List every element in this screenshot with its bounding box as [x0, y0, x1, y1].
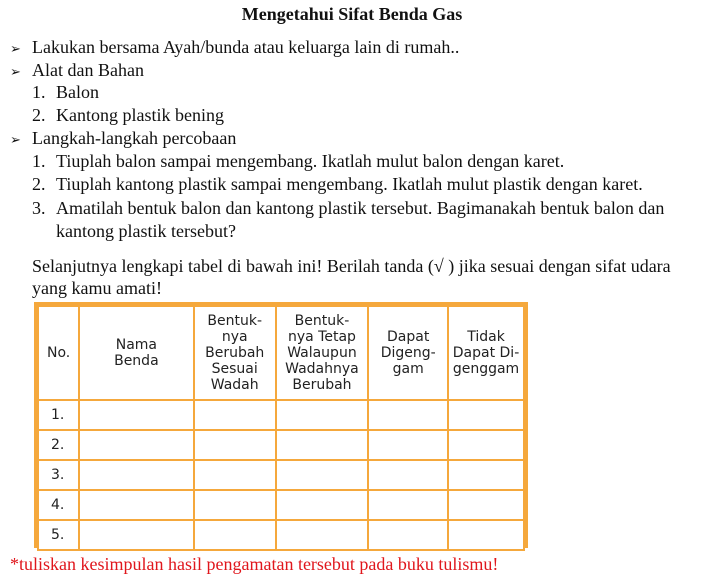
tool-item — [32, 81, 99, 103]
cell-bentuk-tetap[interactable] — [276, 460, 369, 490]
cell-tidak-dapat-digenggam[interactable] — [448, 520, 524, 550]
column-header-nama-benda — [79, 306, 194, 400]
cell-dapat-digenggam[interactable] — [368, 520, 448, 550]
cell-bentuk-tetap[interactable] — [276, 490, 369, 520]
step-number: 3. — [32, 198, 46, 218]
header-line: Sesuai — [211, 361, 258, 377]
table-row — [38, 460, 524, 490]
step-text: Tiuplah kantong plastik sampai mengembang. Ikatlah mulut plastik dengan karet. — [56, 174, 643, 194]
header-line: nya — [221, 329, 248, 345]
cell-tidak-dapat-digenggam[interactable] — [448, 460, 524, 490]
row-number: 3. — [38, 460, 79, 490]
table-row — [38, 430, 524, 460]
arrow-bullet-icon: ➢ — [10, 133, 21, 148]
table-row — [38, 400, 524, 430]
row-number: 5. — [38, 520, 79, 550]
arrow-bullet-icon: ➢ — [10, 42, 21, 57]
bullet-text: Lakukan bersama Ayah/bunda atau keluarga lain di rumah.. — [32, 37, 460, 57]
page-title: Mengetahui Sifat Benda Gas — [241, 4, 463, 24]
row-number: 2. — [38, 430, 79, 460]
header-line: nya Tetap — [287, 329, 356, 345]
bullet-steps-heading — [10, 127, 236, 152]
cell-bentuk-berubah[interactable] — [194, 460, 276, 490]
row-number: 4. — [38, 490, 79, 520]
tool-text: Balon — [56, 82, 99, 102]
cell-nama-benda[interactable] — [79, 490, 194, 520]
row-number: 1. — [38, 400, 79, 430]
instruction-line: Selanjutnya lengkapi tabel di bawah ini! Berilah tanda (√ ) jika sesuai dengan sifat udara — [32, 256, 671, 276]
header-line: Berubah — [205, 345, 265, 361]
header-line: Bentuk- — [294, 313, 350, 329]
table-row — [38, 520, 524, 550]
cell-bentuk-berubah[interactable] — [194, 400, 276, 430]
bullet-text: Langkah-langkah percobaan — [32, 128, 237, 148]
cell-bentuk-tetap[interactable] — [276, 520, 369, 550]
cell-nama-benda[interactable] — [79, 520, 194, 550]
column-header-bentuk-tetap — [276, 306, 369, 400]
cell-bentuk-tetap[interactable] — [276, 400, 369, 430]
header-line: Tidak — [467, 329, 505, 345]
column-header-no — [38, 306, 79, 400]
arrow-bullet-icon: ➢ — [10, 65, 21, 80]
header-line: Wadah — [210, 377, 259, 393]
header-line: Walaupun — [287, 345, 357, 361]
column-header-bentuk-berubah — [194, 306, 276, 400]
cell-tidak-dapat-digenggam[interactable] — [448, 490, 524, 520]
header-line: Benda — [114, 353, 159, 369]
observation-table-frame — [34, 302, 528, 548]
observation-table — [37, 305, 525, 551]
bullet-text: Alat dan Bahan — [32, 60, 144, 80]
cell-tidak-dapat-digenggam[interactable] — [448, 400, 524, 430]
cell-bentuk-berubah[interactable] — [194, 430, 276, 460]
cell-dapat-digenggam[interactable] — [368, 460, 448, 490]
header-line: Dapat — [387, 329, 430, 345]
cell-bentuk-tetap[interactable] — [276, 430, 369, 460]
cell-tidak-dapat-digenggam[interactable] — [448, 430, 524, 460]
cell-dapat-digenggam[interactable] — [368, 430, 448, 460]
column-header-tidak-dapat-digenggam — [448, 306, 524, 400]
column-header-dapat-digenggam — [368, 306, 448, 400]
cell-nama-benda[interactable] — [79, 400, 194, 430]
tool-number: 2. — [32, 105, 46, 125]
header-line: Bentuk- — [207, 313, 263, 329]
cell-nama-benda[interactable] — [79, 460, 194, 490]
step-number: 2. — [32, 174, 46, 194]
cell-dapat-digenggam[interactable] — [368, 400, 448, 430]
footnote: *tuliskan kesimpulan hasil pengamatan tersebut pada buku tulismu! — [10, 554, 499, 574]
cell-dapat-digenggam[interactable] — [368, 490, 448, 520]
header-line: Berubah — [292, 377, 352, 393]
bullet-instruction — [10, 36, 459, 61]
step-text: Tiuplah balon sampai mengembang. Ikatlah mulut balon dengan karet. — [56, 151, 565, 171]
step-text: Amatilah bentuk balon dan kantong plastik tersebut. Bagimanakah bentuk balon dan — [56, 198, 665, 218]
header-line: Dapat Di- — [452, 345, 520, 361]
tool-text: Kantong plastik bening — [56, 105, 224, 125]
header-line: gam — [392, 361, 424, 377]
cell-bentuk-berubah[interactable] — [194, 490, 276, 520]
instruction-line: yang kamu amati! — [32, 278, 162, 298]
step-text-continuation: kantong plastik tersebut? — [56, 221, 236, 241]
step-item — [32, 173, 643, 195]
header-line: No. — [47, 345, 71, 361]
header-line: genggam — [452, 361, 520, 377]
cell-bentuk-berubah[interactable] — [194, 520, 276, 550]
header-line: Wadahnya — [285, 361, 359, 377]
step-item — [32, 197, 664, 219]
table-row — [38, 490, 524, 520]
table-header-row — [38, 306, 524, 400]
cell-nama-benda[interactable] — [79, 430, 194, 460]
tool-item — [32, 104, 224, 126]
tool-number: 1. — [32, 82, 46, 102]
header-line: Digeng- — [380, 345, 436, 361]
step-number: 1. — [32, 151, 46, 171]
header-line: Nama — [115, 337, 158, 353]
step-item — [32, 150, 564, 172]
